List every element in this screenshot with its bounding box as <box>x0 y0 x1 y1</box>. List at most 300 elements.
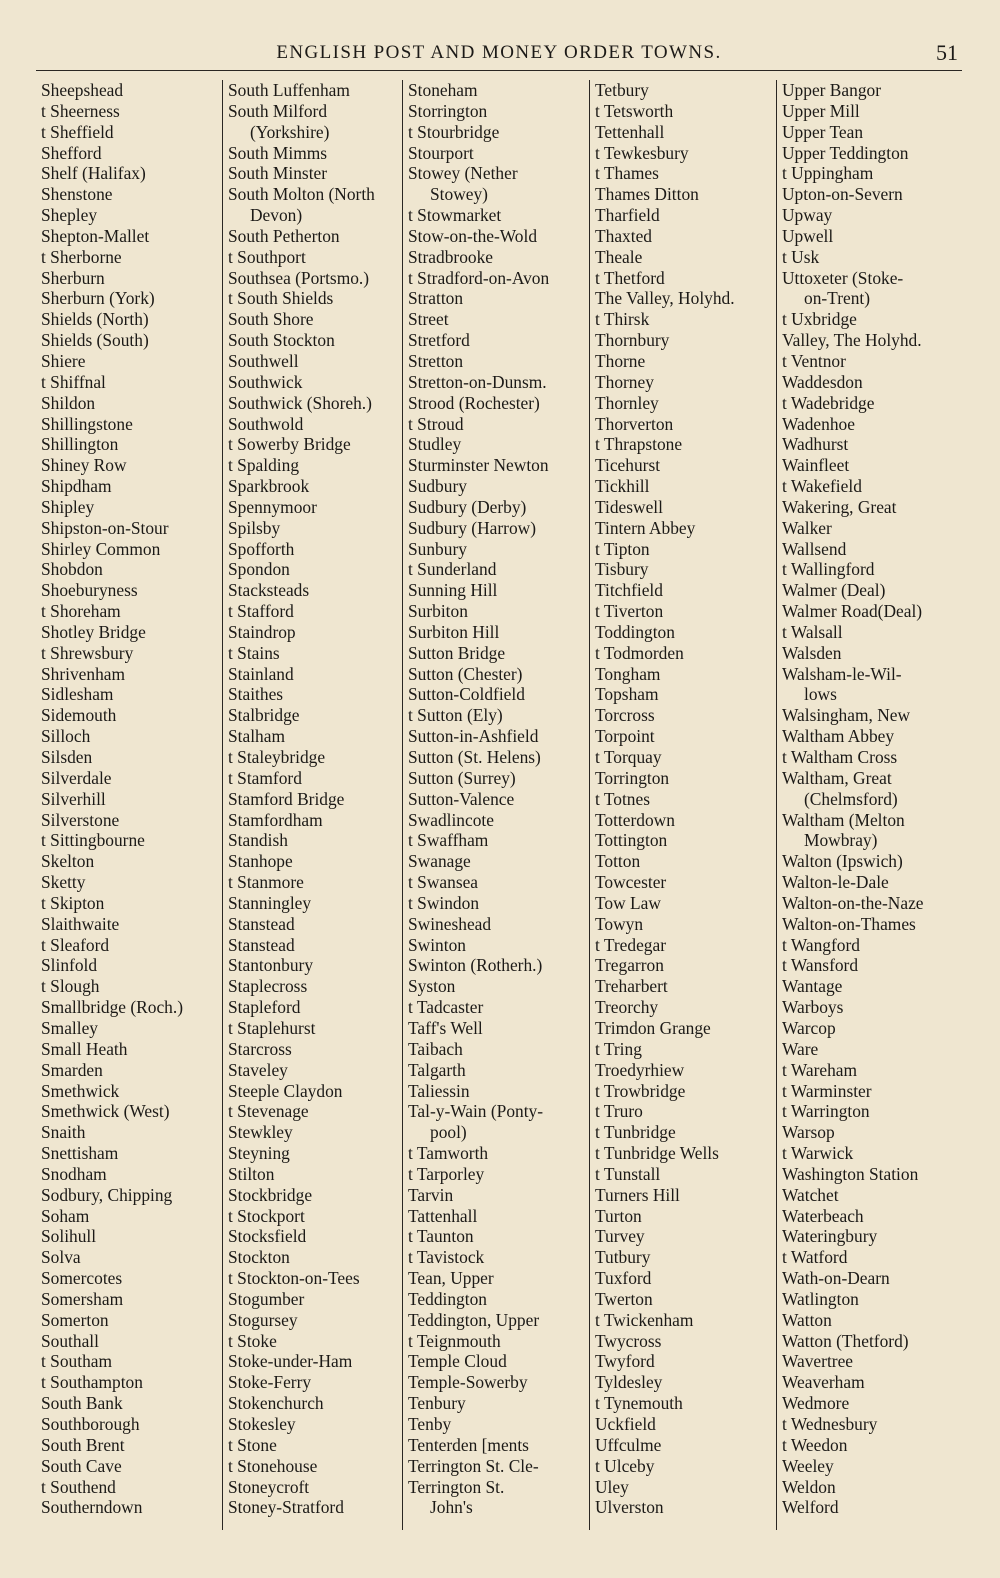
town-entry: Tisbury <box>595 559 649 580</box>
town-entry: (Chelmsford) <box>804 788 898 809</box>
town-entry: t Tring <box>595 1038 642 1059</box>
town-entry: t Stowmarket <box>408 205 502 226</box>
town-entry: Walton-le-Dale <box>782 872 889 893</box>
town-entry: Stogursey <box>228 1309 298 1330</box>
town-entry: Towyn <box>595 913 644 934</box>
town-entry: t Thames <box>595 163 659 184</box>
town-entry: Stoke-under-Ham <box>228 1351 353 1372</box>
town-entry: t Uppingham <box>782 163 874 184</box>
town-entry: Tharfield <box>595 205 660 226</box>
town-entry: t Shoreham <box>41 601 121 622</box>
town-entry: t Ventnor <box>782 350 846 371</box>
town-entry: Wallsend <box>782 538 847 559</box>
town-entry: Stretton <box>408 350 464 371</box>
town-entry: Troedyrhiew <box>595 1059 685 1080</box>
town-entry: Valley, The Holyhd. <box>782 330 922 351</box>
town-entry: t Watford <box>782 1247 848 1268</box>
town-entry: t Wansford <box>782 955 859 976</box>
town-entry: Theale <box>595 246 643 267</box>
town-entry: Weeley <box>782 1455 834 1476</box>
town-entry: Walsden <box>782 642 842 663</box>
town-entry: Sudbury (Derby) <box>408 496 527 517</box>
town-entry: Stokenchurch <box>228 1393 324 1414</box>
town-entry: Stratton <box>408 288 464 309</box>
town-entry: t Wangford <box>782 934 860 955</box>
town-entry: Stacksteads <box>228 580 310 601</box>
town-column-1 <box>36 80 222 1530</box>
town-entry: t Tipton <box>595 538 650 559</box>
town-entry: Mowbray) <box>804 830 878 851</box>
town-entry: t Staleybridge <box>228 747 326 767</box>
town-entry: Shiere <box>41 350 86 371</box>
town-entry: t Sowerby Bridge <box>228 434 351 455</box>
town-entry: Stockbridge <box>228 1184 313 1205</box>
town-entry: Stanstead <box>228 934 295 955</box>
town-entry: t Weedon <box>782 1434 848 1455</box>
town-entry: Tenby <box>408 1414 452 1434</box>
town-entry: Sparkbrook <box>228 476 310 497</box>
town-columns <box>36 80 962 1530</box>
town-entry: Somercotes <box>41 1268 123 1289</box>
town-entry: Shillingstone <box>41 413 133 434</box>
town-entry: t Usk <box>782 246 820 267</box>
town-entry: t Staplehurst <box>228 1017 316 1038</box>
town-entry: Watchet <box>782 1184 839 1205</box>
town-entry: Stretford <box>408 330 470 351</box>
town-entry: Swinton (Rotherh.) <box>408 955 543 976</box>
town-entry: t Thirsk <box>595 309 650 330</box>
town-entry: t Swaffham <box>408 830 489 851</box>
town-entry: Stanningley <box>228 892 312 913</box>
town-entry: Stamfordham <box>228 809 323 830</box>
town-entry: Stalham <box>228 726 285 747</box>
town-entry: Sudbury <box>408 476 467 497</box>
town-entry: Temple-Sowerby <box>408 1372 528 1393</box>
town-entry: Tintern Abbey <box>595 517 696 538</box>
town-entry: Staithes <box>228 684 284 705</box>
town-entry: Stanstead <box>228 913 295 934</box>
town-entry: Standish <box>228 830 288 851</box>
town-entry: Tenterden [ments <box>408 1434 529 1455</box>
town-entry: Ulverston <box>595 1497 664 1518</box>
town-entry: Taibach <box>408 1038 463 1059</box>
town-entry: t Wednesbury <box>782 1414 878 1434</box>
town-entry: t Southend <box>41 1476 116 1497</box>
town-entry: Stamford Bridge <box>228 788 345 809</box>
town-entry: Tuxford <box>595 1268 652 1289</box>
town-column-5 <box>776 80 962 1530</box>
town-entry: Talgarth <box>408 1059 466 1080</box>
town-entry: t Tynemouth <box>595 1393 683 1414</box>
town-entry: Shenstone <box>41 184 113 205</box>
town-entry: Thaxted <box>595 225 652 246</box>
town-entry: Stanhope <box>228 851 293 872</box>
town-entry: Shoeburyness <box>41 580 138 601</box>
town-entry: t Tunstall <box>595 1163 661 1184</box>
town-entry: t Taunton <box>408 1226 474 1247</box>
town-entry: t Tewkesbury <box>595 142 689 163</box>
town-entry: Shiney Row <box>41 455 127 476</box>
town-entry: t Stains <box>228 642 280 663</box>
town-entry: Torrington <box>595 767 670 788</box>
town-entry: Thorverton <box>595 413 674 434</box>
town-entry: t Wadebridge <box>782 392 875 413</box>
town-entry: Shrivenham <box>41 663 126 684</box>
town-entry: Terrington St. Cle- <box>408 1455 539 1476</box>
town-entry: t Tamworth <box>408 1143 489 1164</box>
town-entry: t Tredegar <box>595 934 667 955</box>
town-column-2 <box>222 80 402 1530</box>
town-entry: t Tunbridge <box>595 1122 676 1143</box>
town-entry: t Tetsworth <box>595 100 674 121</box>
town-entry: Stokesley <box>228 1414 296 1434</box>
town-entry: Stradbrooke <box>408 246 494 267</box>
town-entry: Somerton <box>41 1309 109 1330</box>
town-entry: South Shore <box>228 309 314 330</box>
town-entry: Upton-on-Severn <box>782 184 903 205</box>
town-entry: t Tadcaster <box>408 997 484 1018</box>
town-entry: t Todmorden <box>595 642 684 663</box>
town-entry: Swineshead <box>408 913 492 934</box>
town-entry: Watton <box>782 1309 832 1330</box>
town-entry: Wateringbury <box>782 1226 878 1247</box>
town-entry: t Warminster <box>782 1080 872 1101</box>
town-entry: Tow Law <box>595 892 661 913</box>
town-entry: Southwold <box>228 413 304 434</box>
town-entry: Twyford <box>595 1351 655 1372</box>
town-entry: Silverhill <box>41 788 106 809</box>
town-entry: Sodbury, Chipping <box>41 1184 173 1205</box>
town-entry: Shipston-on-Stour <box>41 517 169 538</box>
town-entry: Sutton-Valence <box>408 788 515 809</box>
town-entry: Temple Cloud <box>408 1351 507 1372</box>
town-entry: t Thetford <box>595 267 665 288</box>
town-entry: t South Shields <box>228 288 334 309</box>
town-entry: Welford <box>782 1497 839 1518</box>
town-entry: Sunbury <box>408 538 467 559</box>
town-entry: t Wareham <box>782 1059 858 1080</box>
page-title: ENGLISH POST AND MONEY ORDER TOWNS. <box>276 42 722 63</box>
town-entry: Devon) <box>250 205 303 226</box>
town-entry: Upper Teddington <box>782 142 909 163</box>
town-entry: Upper Bangor <box>782 80 882 100</box>
town-entry: t Skipton <box>41 892 105 913</box>
town-entry: Stretton-on-Dunsm. <box>408 371 547 392</box>
town-entry: Weaverham <box>782 1372 865 1393</box>
town-entry: t Walsall <box>782 621 843 642</box>
town-entry: t Wakefield <box>782 476 862 497</box>
town-entry: t Stourbridge <box>408 121 500 142</box>
town-entry: Silsden <box>41 747 93 767</box>
town-entry: t Southport <box>228 246 306 267</box>
town-entry: Spondon <box>228 559 290 580</box>
town-entry: t Stockport <box>228 1205 305 1226</box>
town-entry: t Trowbridge <box>595 1080 686 1101</box>
town-entry: Stourport <box>408 142 474 163</box>
town-entry: Tean, Upper <box>408 1268 494 1289</box>
town-entry: Stoney-Stratford <box>228 1497 344 1518</box>
town-entry: Upper Tean <box>782 121 864 142</box>
town-entry: t Swansea <box>408 872 479 893</box>
town-entry: Sunning Hill <box>408 580 498 601</box>
page-header <box>36 38 962 71</box>
town-entry: Wadenhoe <box>782 413 855 434</box>
town-entry: Taliessin <box>408 1080 470 1101</box>
town-entry: Swadlincote <box>408 809 494 830</box>
town-entry: Ticehurst <box>595 455 661 476</box>
town-entry: Tenbury <box>408 1393 466 1414</box>
town-entry: Tarvin <box>408 1184 454 1205</box>
town-entry: South Milford <box>228 100 328 121</box>
town-entry: Turvey <box>595 1226 645 1247</box>
town-entry: t Sutton (Ely) <box>408 705 503 726</box>
town-entry: Silverstone <box>41 809 120 830</box>
town-entry: Washington Station <box>782 1163 919 1184</box>
town-entry: South Petherton <box>228 225 340 246</box>
town-entry: Tyldesley <box>595 1372 663 1393</box>
town-entry: South Minster <box>228 163 328 184</box>
town-entry: t Sleaford <box>41 934 110 955</box>
town-entry: Walton-on-the-Naze <box>782 892 924 913</box>
town-entry: Southwick (Shoreh.) <box>228 392 372 413</box>
town-entry: Turners Hill <box>595 1184 680 1205</box>
town-entry: The Valley, Holyhd. <box>595 288 735 309</box>
town-entry: Wedmore <box>782 1393 850 1414</box>
town-entry: Studley <box>408 434 462 455</box>
town-entry: t Swindon <box>408 892 480 913</box>
town-entry: t Spalding <box>228 455 300 476</box>
town-entry: t Totnes <box>595 788 650 809</box>
town-entry: Waltham (Melton <box>782 809 905 830</box>
town-entry: Stainland <box>228 663 294 684</box>
town-entry: Staveley <box>228 1059 288 1080</box>
town-entry: t Thrapstone <box>595 434 683 455</box>
town-entry: Spilsby <box>228 517 281 538</box>
town-entry: t Southampton <box>41 1372 143 1393</box>
town-entry: Waltham Abbey <box>782 726 895 747</box>
town-entry: Waddesdon <box>782 371 863 392</box>
town-entry: South Stockton <box>228 330 335 351</box>
town-entry: t Sunderland <box>408 559 497 580</box>
town-entry: Tetbury <box>595 80 649 100</box>
town-entry: Torpoint <box>595 726 655 747</box>
town-entry: Smalley <box>41 1017 98 1038</box>
town-entry: Tregarron <box>595 955 664 976</box>
town-column-3 <box>402 80 589 1530</box>
town-entry: Shirley Common <box>41 538 161 559</box>
town-entry: t Stoke <box>228 1330 277 1351</box>
town-entry: Soham <box>41 1205 90 1226</box>
town-entry: Wakering, Great <box>782 496 897 517</box>
town-entry: Shipley <box>41 496 95 517</box>
town-entry: Turton <box>595 1205 642 1226</box>
town-entry: Walsingham, New <box>782 705 911 726</box>
town-entry: Steeple Claydon <box>228 1080 343 1101</box>
town-entry: Smethwick (West) <box>41 1101 170 1122</box>
town-entry: Solva <box>41 1247 81 1268</box>
town-entry: Stocksfield <box>228 1226 307 1247</box>
town-entry: t Stroud <box>408 413 464 434</box>
town-column-4 <box>589 80 776 1530</box>
town-entry: South Molton (North <box>228 184 375 205</box>
town-entry: Terrington St. <box>408 1476 505 1497</box>
town-entry: Toddington <box>595 621 675 642</box>
town-entry: Tongham <box>595 663 661 684</box>
town-entry: Weldon <box>782 1476 836 1497</box>
town-entry: Sutton (Chester) <box>408 663 523 684</box>
town-entry: Shepley <box>41 205 98 226</box>
town-entry: Staplecross <box>228 976 308 997</box>
town-entry: Uttoxeter (Stoke- <box>782 267 904 288</box>
town-entry: Warcop <box>782 1017 836 1038</box>
town-entry: Totterdown <box>595 809 675 830</box>
town-entry: t Wallingford <box>782 559 875 580</box>
town-entry: Stewkley <box>228 1122 293 1143</box>
town-entry: t Stamford <box>228 767 302 788</box>
town-entry: Sidlesham <box>41 684 114 705</box>
town-entry: Strood (Rochester) <box>408 392 540 413</box>
town-entry: Shillington <box>41 434 119 455</box>
town-entry: Stogumber <box>228 1288 305 1309</box>
town-entry: Wainfleet <box>782 455 850 476</box>
town-entry: Somersham <box>41 1288 124 1309</box>
town-entry: t Tiverton <box>595 601 664 622</box>
town-entry: Warsop <box>782 1122 835 1143</box>
town-entry: Southwick <box>228 371 303 392</box>
town-entry: Street <box>408 309 449 330</box>
town-entry: Waltham, Great <box>782 767 892 788</box>
town-entry: Watton (Thetford) <box>782 1330 909 1351</box>
town-entry: Surbiton Hill <box>408 621 500 642</box>
town-entry: Treharbert <box>595 976 668 997</box>
town-entry: t Sheffield <box>41 121 114 142</box>
town-entry: Stilton <box>228 1163 275 1184</box>
town-entry: Shefford <box>41 142 102 163</box>
town-entry: South Bank <box>41 1393 123 1414</box>
town-entry: South Luffenham <box>228 80 350 100</box>
town-entry: Tottington <box>595 830 668 851</box>
town-entry: Stoneham <box>408 80 478 100</box>
town-entry: Sturminster Newton <box>408 455 549 476</box>
town-entry: Sidemouth <box>41 705 117 726</box>
town-entry: t Stonehouse <box>228 1455 318 1476</box>
town-entry: Shelf (Halifax) <box>41 163 146 184</box>
town-entry: Southwell <box>228 350 299 371</box>
town-entry: Totton <box>595 851 641 872</box>
town-entry: Silverdale <box>41 767 112 788</box>
town-entry: Stockton <box>228 1247 290 1268</box>
town-entry: Shields (North) <box>41 309 149 330</box>
town-entry: Snaith <box>41 1122 86 1143</box>
town-entry: Shipdham <box>41 476 112 497</box>
town-entry: t Warrington <box>782 1101 870 1122</box>
town-entry: Tutbury <box>595 1247 651 1268</box>
town-entry: Shotley Bridge <box>41 621 146 642</box>
town-entry: Towcester <box>595 872 667 893</box>
town-entry: Ware <box>782 1038 819 1059</box>
town-entry: Torcross <box>595 705 655 726</box>
town-entry: (Yorkshire) <box>250 121 330 142</box>
town-entry: Smallbridge (Roch.) <box>41 997 183 1018</box>
town-entry: Walton-on-Thames <box>782 913 916 934</box>
town-entry: Sherburn (York) <box>41 288 155 309</box>
town-entry: t Warwick <box>782 1143 854 1164</box>
town-entry: Stow-on-the-Wold <box>408 225 538 246</box>
town-entry: Uley <box>595 1476 629 1497</box>
town-entry: Thames Ditton <box>595 184 699 205</box>
town-entry: Sutton (Surrey) <box>408 767 516 788</box>
town-entry: Waterbeach <box>782 1205 864 1226</box>
town-entry: Uffculme <box>595 1434 662 1455</box>
town-entry: Slaithwaite <box>41 913 120 934</box>
town-entry: t Tavistock <box>408 1247 485 1268</box>
town-entry: Walker <box>782 517 832 538</box>
town-entry: t Truro <box>595 1101 643 1122</box>
town-entry: t Sherborne <box>41 246 122 267</box>
town-entry: Stoke-Ferry <box>228 1372 312 1393</box>
town-entry: Upway <box>782 205 833 226</box>
town-entry: Wavertree <box>782 1351 854 1372</box>
town-entry: t Shiffnal <box>41 371 106 392</box>
town-entry: on-Trent) <box>804 288 871 309</box>
town-entry: John's <box>430 1497 473 1518</box>
town-entry: Swanage <box>408 851 471 872</box>
town-entry: Stalbridge <box>228 705 300 726</box>
town-entry: Upper Mill <box>782 100 860 121</box>
town-entry: Trimdon Grange <box>595 1017 711 1038</box>
town-entry: Twycross <box>595 1330 662 1351</box>
town-entry: Sketty <box>41 872 86 893</box>
town-entry: Sutton Bridge <box>408 642 506 663</box>
town-entry: Tettenhall <box>595 121 665 142</box>
town-entry: Wath-on-Dearn <box>782 1268 890 1289</box>
town-entry: Walmer (Deal) <box>782 580 886 601</box>
town-entry: Stapleford <box>228 997 301 1018</box>
town-entry: t Stockton-on-Tees <box>228 1268 360 1289</box>
town-entry: Southborough <box>41 1414 140 1434</box>
town-entry: Titchfield <box>595 580 663 601</box>
town-entry: t Stradford-on-Avon <box>408 267 550 288</box>
town-entry: t Torquay <box>595 747 662 767</box>
town-entry: Sutton (St. Helens) <box>408 747 541 767</box>
town-entry: Walmer Road(Deal) <box>782 601 923 622</box>
town-entry: Shields (South) <box>41 330 149 351</box>
town-entry: Storrington <box>408 100 488 121</box>
town-entry: Southall <box>41 1330 99 1351</box>
town-entry: Southsea (Portsmo.) <box>228 267 370 288</box>
town-entry: Swinton <box>408 934 466 955</box>
town-entry: pool) <box>430 1122 467 1143</box>
town-entry: Walton (Ipswich) <box>782 851 903 872</box>
town-entry: t Waltham Cross <box>782 747 898 767</box>
town-entry: t Twickenham <box>595 1309 694 1330</box>
town-entry: Snodham <box>41 1163 107 1184</box>
town-entry: t Slough <box>41 976 100 997</box>
town-entry: Tideswell <box>595 496 663 517</box>
town-entry: t Ulceby <box>595 1455 655 1476</box>
town-entry: Starcross <box>228 1038 292 1059</box>
town-entry: South Mimms <box>228 142 328 163</box>
town-entry: Shildon <box>41 392 96 413</box>
town-entry: Smethwick <box>41 1080 120 1101</box>
town-entry: Solihull <box>41 1226 97 1247</box>
town-entry: Spennymoor <box>228 496 317 517</box>
town-entry: Taff's Well <box>408 1017 483 1038</box>
town-entry: t Uxbridge <box>782 309 857 330</box>
town-entry: t Stone <box>228 1434 277 1455</box>
town-entry: Topsham <box>595 684 659 705</box>
town-entry: t Teignmouth <box>408 1330 501 1351</box>
